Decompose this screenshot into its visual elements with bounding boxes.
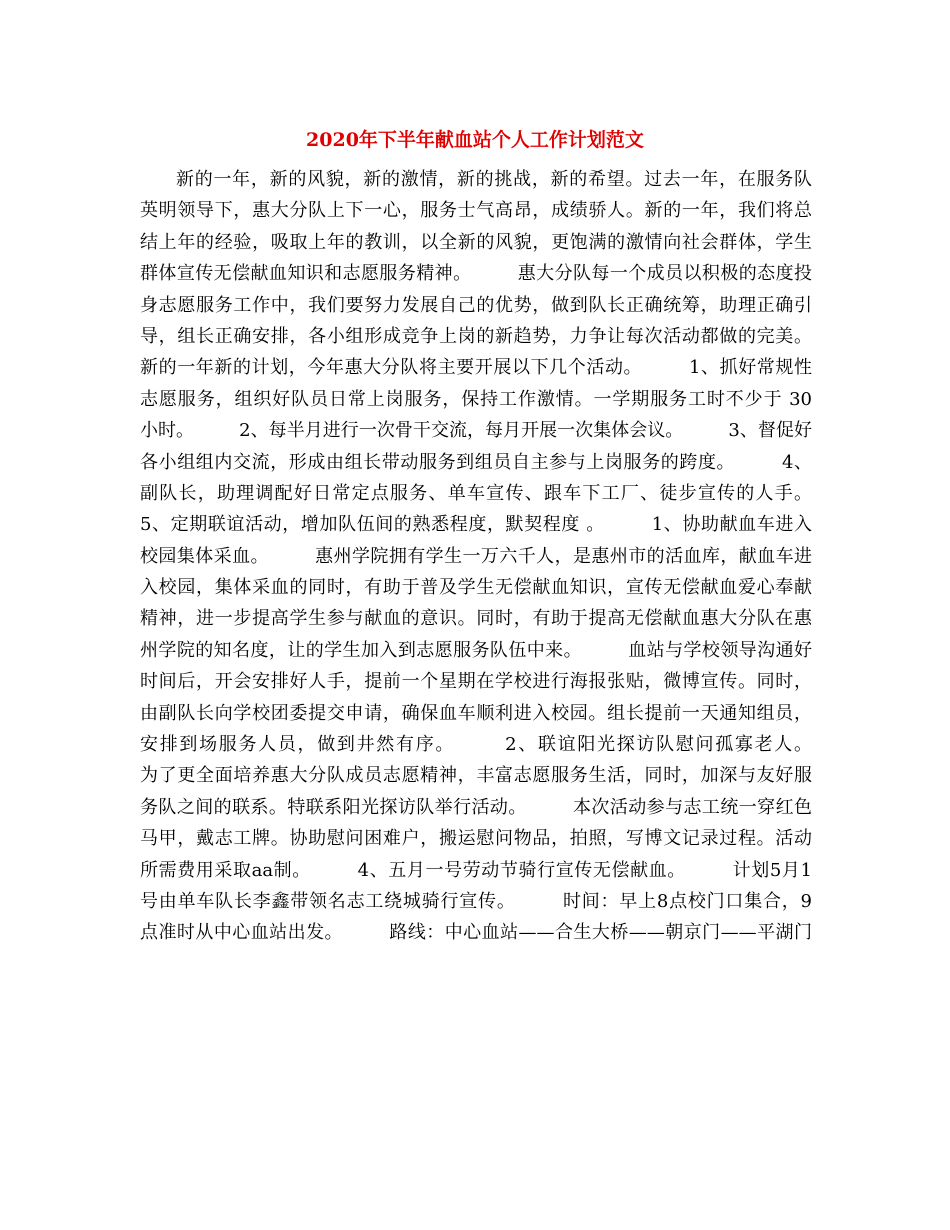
body-line: 英明领导下，惠大分队上下一心，服务士气高昂，成绩骄人。新的一年，我们将总 [140,200,812,222]
body-line: 结上年的经验，吸取上年的教训，以全新的风貌，更饱满的激情向社会群体，学生 [140,231,812,253]
body-line: 点准时从中心血站出发。 路线：中心血站——合生大桥——朝京门——平湖门 [140,922,812,944]
body-line: 州学院的知名度，让的学生加入到志愿服务队伍中来。 血站与学校领导沟通好 [140,639,812,661]
body-line: 小时。 2、每半月进行一次骨干交流，每月开展一次集体会议。 3、督促好 [140,420,812,442]
document-title: 2020年下半年献血站个人工作计划范文 [306,129,644,151]
body-line: 所需费用采取aa制。 4、五月一号劳动节骑行宣传无偿献血。 计划5月1 [140,859,812,881]
body-line: 务队之间的联系。特联系阳光探访队举行活动。 本次活动参与志工统一穿红色 [140,796,812,818]
body-line: 精神，进一步提高学生参与献血的意识。同时，有助于提高无偿献血惠大分队在惠 [140,608,812,630]
body-line: 新的一年，新的风貌，新的激情，新的挑战，新的希望。过去一年，在服务队 [176,169,812,190]
body-line: 由副队长向学校团委提交申请，确保血车顺利进入校园。组长提前一天通知组员， [140,702,812,724]
body-line: 志愿服务，组织好队员日常上岗服务，保持工作激情。一学期服务工时不少于 30 [140,388,812,410]
body-line: 为了更全面培养惠大分队成员志愿精神，丰富志愿服务生活，同时，加深与友好服 [140,765,812,787]
body-line: 校园集体采血。 惠州学院拥有学生一万六千人，是惠州市的活血库，献血车进 [140,545,812,567]
body-line: 入校园，集体采血的同时，有助于普及学生无偿献血知识，宣传无偿献血爱心奉献 [140,577,812,599]
body-line: 安排到场服务人员，做到井然有序。 2、联谊阳光探访队慰问孤寡老人。 [140,734,812,756]
body-line: 时间后，开会安排好人手，提前一个星期在学校进行海报张贴，微博宣传。同时， [140,671,812,693]
body-line: 5、定期联谊活动，增加队伍间的熟悉程度，默契程度 。 1、协助献血车进入 [140,514,812,536]
body-line: 各小组组内交流，形成由组长带动服务到组员自主参与上岗服务的跨度。 4、 [140,451,812,473]
body-line: 马甲，戴志工牌。协助慰问困难户，搬运慰问物品，拍照，写博文记录过程。活动 [140,828,812,850]
body-line: 号由单车队长李鑫带领名志工绕城骑行宣传。 时间：早上8点校门口集合，9 [140,890,812,912]
body-line: 身志愿服务工作中，我们要努力发展自己的优势，做到队长正确统筹，助理正确引 [140,294,812,316]
body-line: 群体宣传无偿献血知识和志愿服务精神。 惠大分队每一个成员以积极的态度投 [140,263,812,285]
body-line: 导，组长正确安排，各小组形成竞争上岗的新趋势，力争让每次活动都做的完美。 [140,325,812,347]
body-line: 副队长，助理调配好日常定点服务、单车宣传、跟车下工厂、徒步宣传的人手。 [140,482,812,504]
body-line: 新的一年新的计划，今年惠大分队将主要开展以下几个活动。 1、抓好常规性 [140,357,812,379]
document-body [140,164,812,949]
